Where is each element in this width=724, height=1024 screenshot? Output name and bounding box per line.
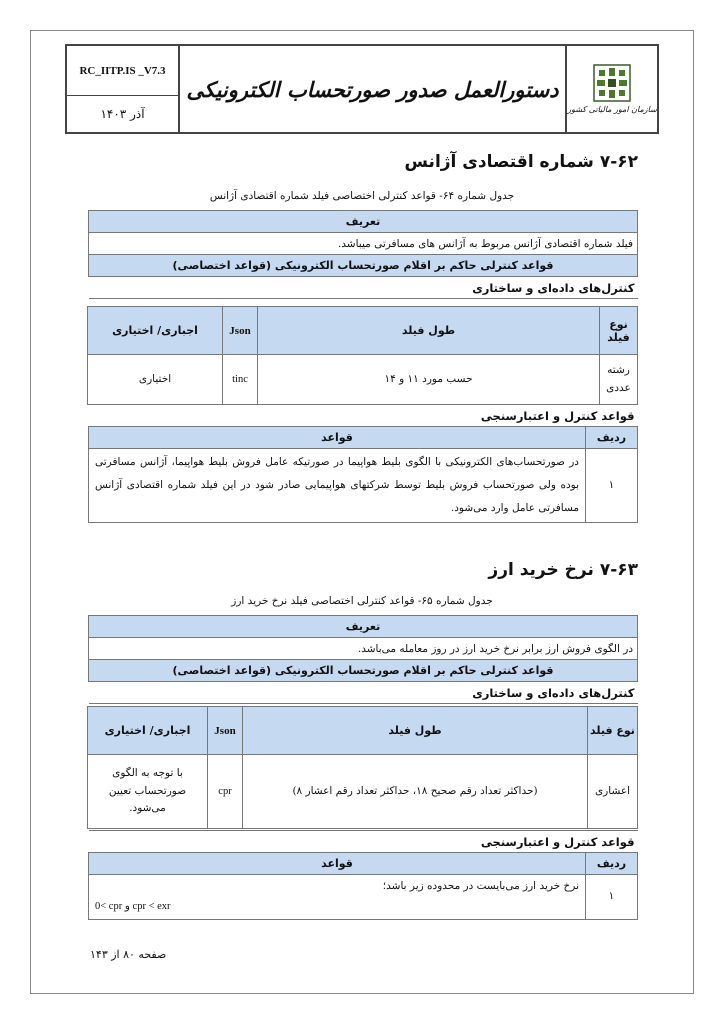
definition-text: فیلد شماره اقتصادی آژانس مربوط به آژانس های مسافرتی میباشد. xyxy=(89,233,638,255)
field-table xyxy=(88,306,638,405)
rule-cell xyxy=(89,875,586,920)
governing-rules-header: قواعد کنترلی حاکم بر اقلام صورتحساب الکترونیکی (قواعد اختصاصی) xyxy=(89,255,638,277)
definition-header: تعریف xyxy=(89,211,638,233)
rule-formula: 0< cpr و cpr < exr xyxy=(95,900,171,912)
rule-text: نرخ خرید ارز می‌بایست در محدوده زیر باشد؛ xyxy=(382,880,579,892)
definition-text: در الگوی فروش ارز برابر نرخ خرید ارز در روز معامله می‌باشد. xyxy=(89,638,638,660)
rule-number: ۱ xyxy=(586,449,638,523)
org-logo-icon xyxy=(593,64,631,102)
field-type-header: نوع فیلد xyxy=(600,307,638,355)
rule-number: ۱ xyxy=(586,875,638,920)
field-type-header: نوع فیلد xyxy=(588,707,638,755)
data-controls-heading: کنترل‌های داده‌ای و ساختاری xyxy=(89,277,638,299)
table-caption: جدول شماره ۶۵- قواعد کنترلی اختصاصی فیلد نرخ خرید ارز xyxy=(231,595,493,607)
document-header xyxy=(65,44,659,134)
field-type-cell: اعشاری xyxy=(588,755,638,829)
mandatory-header: اجباری/ اختیاری xyxy=(88,307,223,355)
rule-number-header: ردیف xyxy=(586,853,638,875)
rule-text: در صورتحساب‌های الکترونیکی با الگوی بلیط هواپیما در صورتیکه عامل فروش بلیط هواپیما، آژانس مسافرتی بوده ولی صورتحساب فروش بلیط توسط شرکتهای هواپیمایی صادر شود در این فیلد شماره اقتصادی آژانس مسافرتی عامل وارد می‌شود. xyxy=(89,449,586,523)
mandatory-header: اجباری/ اختیاری xyxy=(88,707,208,755)
validation-block xyxy=(88,830,638,920)
document-date: آذر ۱۴۰۳ xyxy=(100,107,145,121)
field-type-cell: رشته عددی xyxy=(600,355,638,405)
field-length-cell: (حداکثر تعداد رقم صحیح ۱۸، حداکثر تعداد رقم اعشار ۸) xyxy=(243,755,588,829)
section-title: ۷-۶۳ نرخ خرید ارز xyxy=(488,560,638,580)
validation-heading: قواعد کنترل و اعتبارسنجی xyxy=(89,831,638,853)
field-length-header: طول فیلد xyxy=(258,307,600,355)
page-number: صفحه ۸۰ از ۱۴۳ xyxy=(90,948,167,961)
json-cell: tinc xyxy=(223,355,258,405)
field-table xyxy=(88,706,638,829)
org-logo-block xyxy=(565,46,657,132)
json-header: Json xyxy=(208,707,243,755)
document-title: دستورالعمل صدور صورتحساب الکترونیکی xyxy=(186,76,559,102)
mandatory-cell: با توجه به الگوی صورتحساب تعیین می‌شود. xyxy=(88,755,208,829)
field-length-header: طول فیلد xyxy=(243,707,588,755)
validation-heading: قواعد کنترل و اعتبارسنجی xyxy=(89,405,638,427)
validation-block xyxy=(88,404,638,523)
rules-header: قواعد xyxy=(89,427,586,449)
rules-header: قواعد xyxy=(89,853,586,875)
json-cell: cpr xyxy=(208,755,243,829)
governing-rules-header: قواعد کنترلی حاکم بر اقلام صورتحساب الکترونیکی (قواعد اختصاصی) xyxy=(89,660,638,682)
mandatory-cell: اختیاری xyxy=(88,355,223,405)
definition-block xyxy=(88,210,638,299)
definition-header: تعریف xyxy=(89,616,638,638)
table-caption: جدول شماره ۶۴- قواعد کنترلی اختصاصی فیلد شماره اقتصادی آژانس xyxy=(209,190,515,202)
rule-number-header: ردیف xyxy=(586,427,638,449)
document-code: RC_IITP.IS _V7.3 xyxy=(67,46,178,96)
data-controls-heading: کنترل‌های داده‌ای و ساختاری xyxy=(89,682,638,704)
field-length-cell: حسب مورد ۱۱ و ۱۴ xyxy=(258,355,600,405)
header-meta xyxy=(67,46,180,132)
org-name: سازمان امور مالیاتی کشور xyxy=(567,105,657,114)
json-header: Json xyxy=(223,307,258,355)
definition-block xyxy=(88,615,638,704)
section-title: ۷-۶۲ شماره اقتصادی آژانس xyxy=(404,152,638,172)
